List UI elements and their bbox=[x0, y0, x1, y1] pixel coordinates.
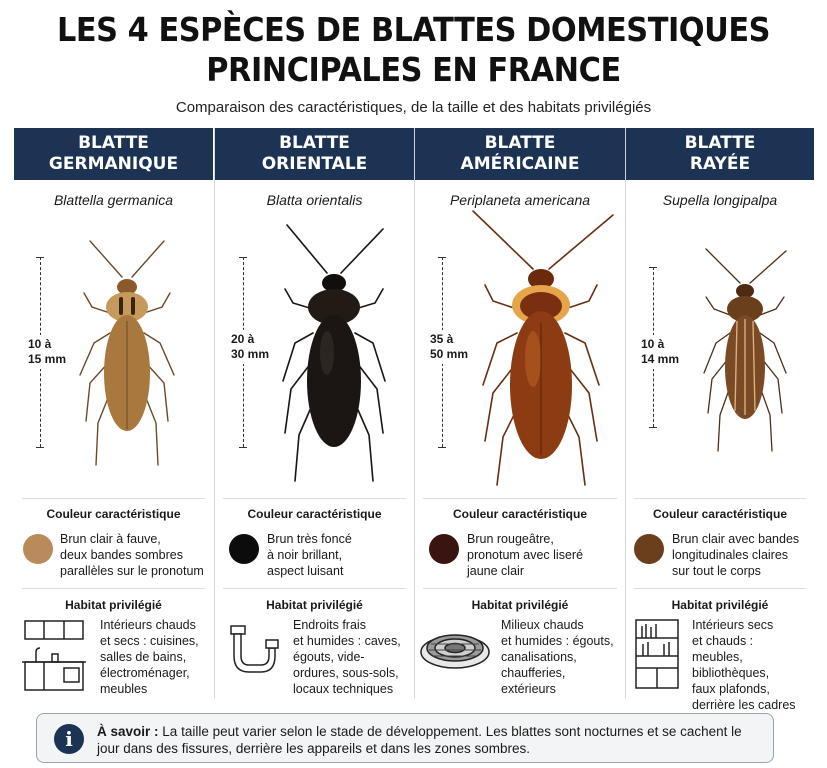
species-column-germanique bbox=[14, 128, 213, 698]
color-section-title: Couleur caractéristique bbox=[652, 507, 788, 521]
pipe-icon bbox=[229, 622, 281, 680]
american-cockroach-illustration bbox=[463, 209, 619, 489]
habitat-section-title: Habitat privilégié bbox=[471, 598, 569, 612]
species-column-rayee bbox=[625, 128, 814, 712]
size-label: 10 à 15 mm bbox=[28, 335, 66, 369]
oriental-cockroach-illustration bbox=[269, 223, 399, 485]
main-title bbox=[33, 10, 794, 90]
size-label: 20 à 30 mm bbox=[231, 330, 269, 364]
habitat-section-title: Habitat privilégié bbox=[671, 598, 769, 612]
species-header: BLATTE GERMANIQUE bbox=[14, 128, 213, 180]
species-header: BLATTE RAYÉE bbox=[626, 128, 814, 180]
info-note bbox=[36, 713, 774, 763]
title-line-1: LES 4 ESPÈCES DE BLATTES DOMESTIQUES bbox=[56, 10, 771, 49]
size-illustration bbox=[215, 223, 414, 493]
size-illustration bbox=[14, 223, 213, 493]
color-swatch bbox=[429, 534, 459, 564]
german-cockroach-illustration bbox=[72, 233, 182, 473]
color-description: Brun clair avec bandes longitudinales claires sur tout le corps bbox=[672, 532, 800, 578]
color-section-title: Couleur caractéristique bbox=[247, 507, 382, 521]
habitat-description: Milieux chauds et humides : égouts, canalisations, chaufferies, extérieurs bbox=[501, 618, 614, 696]
species-header: BLATTE AMÉRICAINE bbox=[415, 128, 625, 180]
color-description: Brun très foncé à noir brillant, aspect luisant bbox=[267, 532, 352, 578]
note-body: La taille peut varier selon le stade de développement. Les blattes sont nocturnes et se cachent le jour dans des fissures, derrière les appareils et dans les zones sombres. bbox=[97, 724, 742, 756]
title-line-2: PRINCIPALES EN FRANCE bbox=[206, 50, 621, 89]
brown-banded-cockroach-illustration bbox=[690, 243, 800, 457]
kitchen-icon bbox=[22, 618, 86, 692]
size-illustration bbox=[415, 223, 625, 493]
color-swatch bbox=[23, 534, 53, 564]
color-swatch bbox=[634, 534, 664, 564]
species-column-orientale bbox=[214, 128, 414, 698]
species-header: BLATTE ORIENTALE bbox=[215, 128, 414, 180]
scientific-name: Supella longipalpa bbox=[662, 192, 778, 208]
habitat-section-title: Habitat privilégié bbox=[266, 598, 363, 612]
size-label: 10 à 14 mm bbox=[641, 335, 679, 369]
habitat-description: Endroits frais et humides : caves, égouts, vide- ordures, sous-sols, locaux techniques bbox=[293, 618, 401, 696]
color-description: Brun clair à fauve, deux bandes sombres parallèles sur le pronotum bbox=[60, 532, 204, 578]
species-table bbox=[14, 128, 813, 712]
color-swatch bbox=[229, 534, 259, 564]
note-text bbox=[97, 723, 757, 757]
habitat-description: Intérieurs chauds et secs : cuisines, salles de bains, électroménager, meubles bbox=[100, 618, 199, 696]
color-section-title: Couleur caractéristique bbox=[452, 507, 588, 521]
color-section-title: Couleur caractéristique bbox=[46, 507, 181, 521]
size-label: 35 à 50 mm bbox=[430, 330, 468, 364]
scientific-name: Blatta orientalis bbox=[266, 192, 363, 208]
scientific-name: Blattella germanica bbox=[53, 192, 174, 208]
manhole-icon bbox=[419, 628, 491, 672]
subtitle: Comparaison des caractéristiques, de la taille et des habitats privilégiés bbox=[175, 99, 652, 116]
size-illustration bbox=[626, 223, 814, 493]
info-icon: i bbox=[54, 724, 84, 754]
bookshelf-icon bbox=[634, 618, 680, 690]
habitat-description: Intérieurs secs et chauds : meubles, bibliothèques, faux plafonds, derrière les cadres bbox=[692, 618, 796, 712]
species-column-americaine bbox=[414, 128, 625, 698]
habitat-section-title: Habitat privilégié bbox=[65, 598, 162, 612]
scientific-name: Periplaneta americana bbox=[449, 192, 591, 208]
color-description: Brun rougeâtre, pronotum avec liseré jaune clair bbox=[467, 532, 584, 578]
note-label: À savoir : bbox=[97, 724, 159, 739]
